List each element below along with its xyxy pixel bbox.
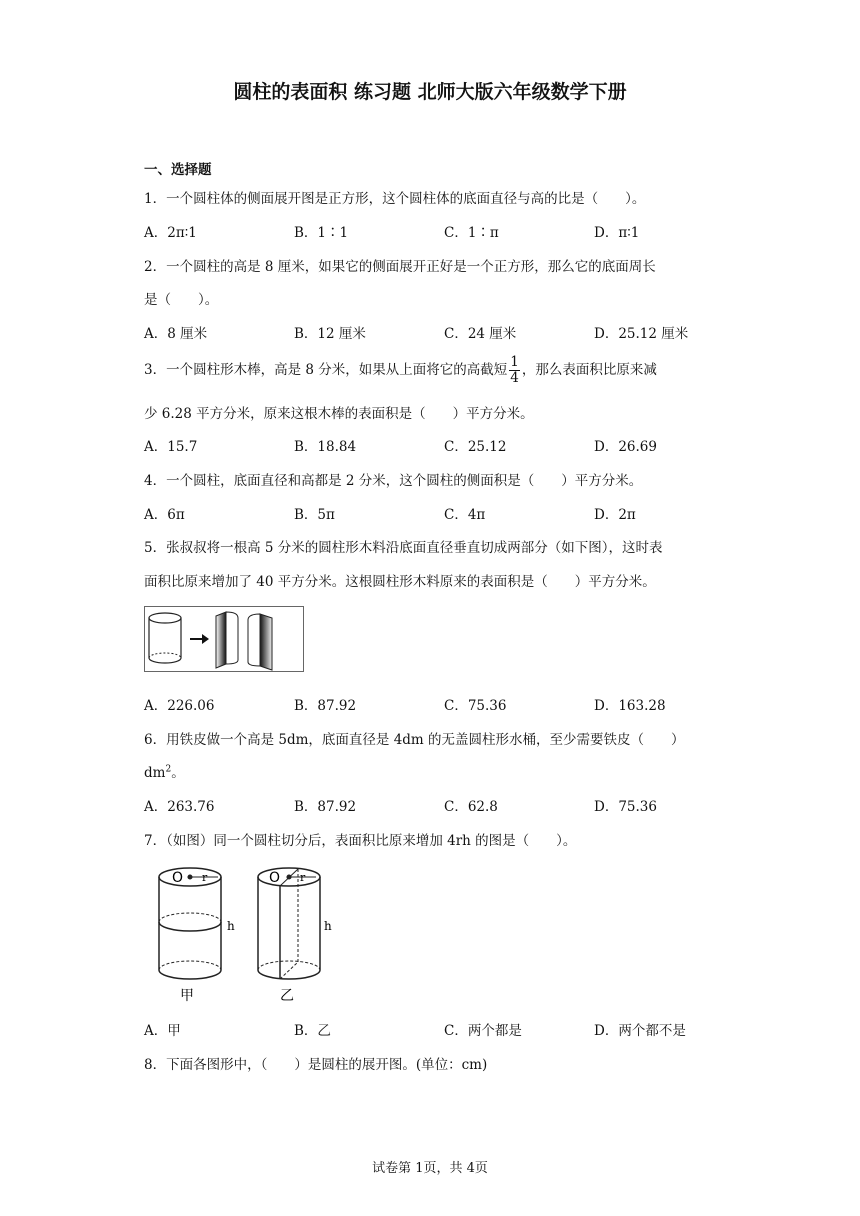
cylinder-jia-icon: [159, 868, 221, 979]
fraction-denominator: 4: [510, 370, 519, 386]
question-5-line-1: 5．张叔叔将一根高 5 分米的圆柱形木料沿底面直径垂直切成两部分（如下图），这时表: [144, 540, 663, 556]
half-cylinder-icon: [216, 612, 238, 668]
section-heading: 一、选择题: [144, 162, 212, 178]
page-title: 圆柱的表面积 练习题 北师大版六年级数学下册: [233, 81, 627, 103]
option-d: D．26.69: [594, 439, 657, 455]
question-8: 8．下面各图形中，（ ）是圆柱的展开图。(单位：cm): [144, 1057, 488, 1073]
question-1: 1．一个圆柱体的侧面展开图是正方形，这个圆柱体的底面直径与高的比是（ ）。: [144, 191, 646, 207]
cylinder-cut-figure: [144, 606, 304, 672]
option-d: D．75.36: [594, 799, 657, 815]
option-a: A．263.76: [144, 799, 215, 815]
superscript: 2: [165, 764, 172, 775]
option-b: B．1∶1: [294, 225, 349, 241]
punctuation: 。: [171, 765, 185, 781]
label-r: r: [202, 871, 208, 884]
question-5-line-2: 面积比原来增加了 40 平方分米。这根圆柱形木料原来的表面积是（ ）平方分米。: [144, 574, 656, 590]
question-7: 7．（如图）同一个圆柱切分后，表面积比原来增加 4rh 的图是（ ）。: [144, 833, 577, 849]
option-c: C．1∶π: [444, 225, 499, 241]
fraction-numerator: 1: [510, 354, 519, 370]
option-c: C．4π: [444, 507, 486, 523]
question-6-line-1: 6．用铁皮做一个高是 5dm，底面直径是 4dm 的无盖圆柱形水桶，至少需要铁皮（ ）: [144, 732, 685, 748]
option-c: C．75.36: [444, 698, 507, 714]
option-b: B．乙: [294, 1023, 331, 1039]
label-r: r: [300, 871, 306, 884]
option-a: A．2π∶1: [144, 225, 197, 241]
option-c: C．62.8: [444, 799, 498, 815]
label-o: O: [269, 870, 281, 886]
option-c: C．两个都是: [444, 1023, 522, 1039]
option-c: C．25.12: [444, 439, 507, 455]
arrow-icon: [190, 634, 209, 644]
question-2-line-1: 2．一个圆柱的高是 8 厘米，如果它的侧面展开正好是一个正方形，那么它的底面周长: [144, 259, 656, 275]
cylinder-yi-icon: [258, 868, 320, 979]
label-o: O: [172, 870, 184, 886]
option-a: A．226.06: [144, 698, 215, 714]
option-b: B．12 厘米: [294, 326, 366, 342]
option-a: A．15.7: [144, 439, 198, 455]
option-a: A．甲: [144, 1023, 181, 1039]
option-a: A．8 厘米: [144, 326, 208, 342]
option-a: A．6π: [144, 507, 185, 523]
label-h: h: [324, 919, 332, 933]
question-2-line-2: 是（ ）。: [144, 292, 219, 308]
cylinder-split-figure: [150, 862, 350, 1007]
question-3-line-2: 少 6.28 平方分米，原来这根木棒的表面积是（ ）平方分米。: [144, 406, 534, 422]
option-d: D．π∶1: [594, 225, 640, 241]
page-footer: 试卷第 1页，共 4页: [372, 1161, 488, 1176]
option-b: B．87.92: [294, 698, 357, 714]
label-jia: 甲: [180, 988, 194, 1004]
unit: dm: [144, 765, 166, 781]
cylinder-icon: [149, 613, 181, 663]
fraction: [509, 355, 520, 386]
option-d: D．25.12 厘米: [594, 326, 689, 342]
option-d: D．2π: [594, 507, 636, 523]
question-3-text-b: ，那么表面积比原来减: [521, 362, 657, 378]
question-6-line-2: [144, 761, 185, 781]
question-4: 4．一个圆柱，底面直径和高都是 2 分米，这个圆柱的侧面积是（ ）平方分米。: [144, 473, 643, 489]
question-3-text-a: 3．一个圆柱形木棒，高是 8 分米，如果从上面将它的高截短: [144, 362, 508, 378]
question-3-line-1: [144, 355, 657, 386]
option-d: D．两个都不是: [594, 1023, 686, 1039]
option-b: B．18.84: [294, 439, 357, 455]
label-h: h: [227, 919, 235, 933]
half-cylinder-icon: [248, 614, 272, 670]
option-d: D．163.28: [594, 698, 666, 714]
label-yi: 乙: [280, 988, 294, 1004]
option-b: B．5π: [294, 507, 335, 523]
option-c: C．24 厘米: [444, 326, 517, 342]
option-b: B．87.92: [294, 799, 357, 815]
